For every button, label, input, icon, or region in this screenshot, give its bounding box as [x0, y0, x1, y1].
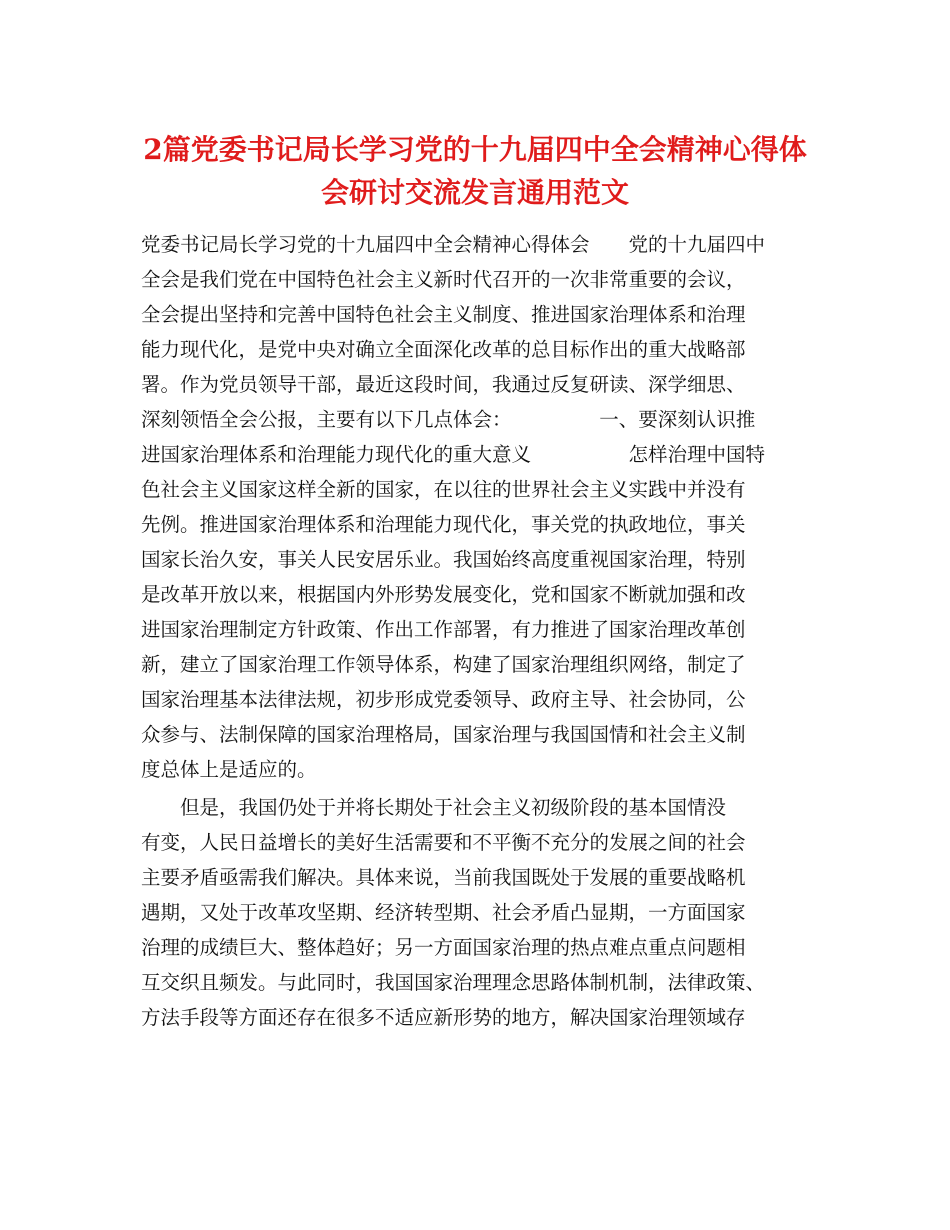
paragraph-line: 度总体上是适应的。 [141, 758, 317, 781]
document-title-line-1: 2篇党委书记局长学习党的十九届四中全会精神心得体 [143, 133, 807, 166]
paragraph-line: 但是，我国仍处于并将长期处于社会主义初级阶段的基本国情没 [141, 796, 727, 819]
paragraph-line: 方法手段等方面还存在很多不适应新形势的地方，解决国家治理领域存 [141, 1006, 746, 1029]
paragraph-1 [141, 227, 831, 787]
paragraph-line: 署。作为党员领导干部，最近这段时间，我通过反复研读、深学细思、 [141, 373, 746, 396]
paragraph-line: 新，建立了国家治理工作领导体系，构建了国家治理组织网络，制定了 [141, 653, 746, 676]
paragraph-line: 是改革开放以来，根据国内外形势发展变化，党和国家不断就加强和改 [141, 583, 746, 606]
paragraph-line: 互交织且频发。与此同时，我国国家治理理念思路体制机制，法律政策、 [141, 971, 766, 994]
paragraph-line: 治理的成绩巨大、整体趋好；另一方面国家治理的热点难点重点问题相 [141, 936, 746, 959]
paragraph-line: 国家长治久安，事关人民安居乐业。我国始终高度重视国家治理，特别 [141, 548, 746, 571]
paragraph-line: 主要矛盾亟需我们解决。具体来说，当前我国既处于发展的重要战略机 [141, 866, 746, 889]
paragraph-line: 党委书记局长学习党的十九届四中全会精神心得体会 党的十九届四中 [141, 233, 766, 256]
paragraph-line: 全会是我们党在中国特色社会主义新时代召开的一次非常重要的会议， [141, 268, 746, 291]
paragraph-line: 先例。推进国家治理体系和治理能力现代化，事关党的执政地位，事关 [141, 513, 746, 536]
paragraph-line: 深刻领悟全会公报，主要有以下几点体会： 一、要深刻认识推 [141, 408, 756, 431]
paragraph-line: 能力现代化，是党中央对确立全面深化改革的总目标作出的重大战略部 [141, 338, 746, 361]
paragraph-line: 众参与、法制保障的国家治理格局，国家治理与我国国情和社会主义制 [141, 723, 746, 746]
paragraph-2 [141, 790, 831, 1035]
paragraph-line: 全会提出坚持和完善中国特色社会主义制度、推进国家治理体系和治理 [141, 303, 746, 326]
paragraph-line: 国家治理基本法律法规，初步形成党委领导、政府主导、社会协同，公 [141, 688, 746, 711]
paragraph-line: 有变，人民日益增长的美好生活需要和不平衡不充分的发展之间的社会 [141, 831, 746, 854]
paragraph-line: 进国家治理体系和治理能力现代化的重大意义 怎样治理中国特 [141, 443, 766, 466]
paragraph-line: 进国家治理制定方针政策、作出工作部署，有力推进了国家治理改革创 [141, 618, 746, 641]
paragraph-line: 色社会主义国家这样全新的国家，在以往的世界社会主义实践中并没有 [141, 478, 746, 501]
document-title-line-2: 会研讨交流发言通用范文 [320, 176, 629, 209]
paragraph-line: 遇期，又处于改革攻坚期、经济转型期、社会矛盾凸显期，一方面国家 [141, 901, 746, 924]
document-body [141, 227, 831, 1035]
